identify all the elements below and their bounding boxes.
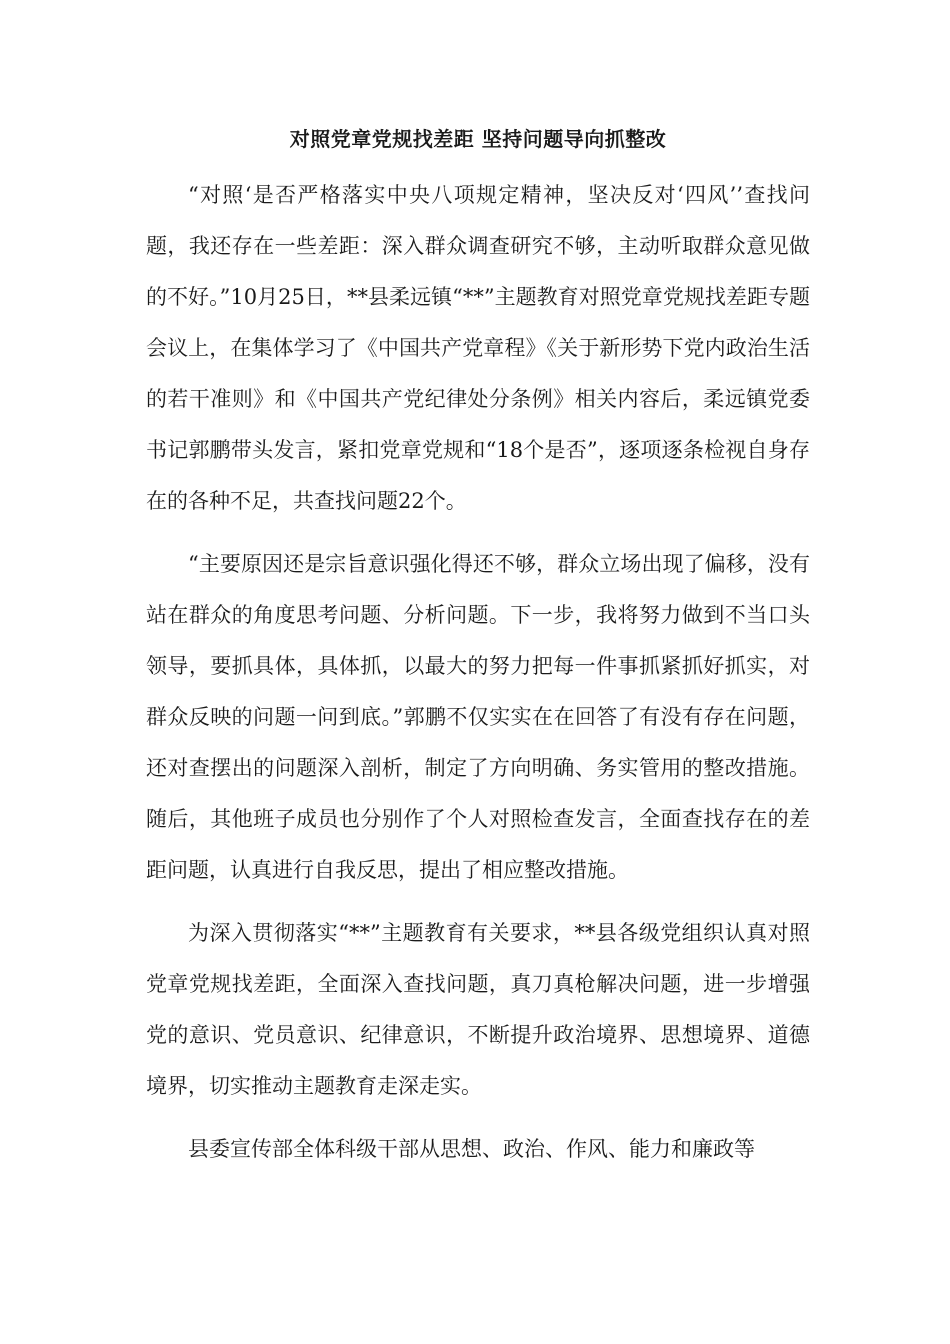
document-title: 对照党章党规找差距 坚持问题导向抓整改	[289, 127, 667, 151]
paragraph-1: “对照‘是否严格落实中央八项规定精神，坚决反对‘四风’’查找问题，我还存在一些差距：深入群众调查研究不够，主动听取群众意见做的不好。”10月25日，**县柔远镇“**”主题教育对照党章党规找差距专题会议上，在集体学习了《中国共产党章程》《关于新形势下党内政治生活的若干准则》和《中国共产党纪律处分条例》相关内容后，柔远镇党委书记郭鹏带头发言，紧扣党章党规和“18个是否”，逐项逐条检视自身存在的各种不足，共查找问题22个。	[146, 183, 810, 513]
paragraph-2: “主要原因还是宗旨意识强化得还不够，群众立场出现了偏移，没有站在群众的角度思考问题、分析问题。下一步，我将努力做到不当口头领导，要抓具体，具体抓，以最大的努力把每一件事抓紧抓好抓实，对群众反映的问题一问到底。”郭鹏不仅实实在在回答了有没有存在问题，还对查摆出的问题深入剖析，制定了方向明确、务实管用的整改措施。随后，其他班子成员也分别作了个人对照检查发言，全面查找存在的差距问题，认真进行自我反思，提出了相应整改措施。	[146, 552, 810, 882]
paragraph-3: 为深入贯彻落实“**”主题教育有关要求，**县各级党组织认真对照党章党规找差距，全面深入查找问题，真刀真枪解决问题，进一步增强党的意识、党员意识、纪律意识，不断提升政治境界、思想境界、道德境界，切实推动主题教育走深走实。	[146, 921, 810, 1098]
paragraph-4: 县委宣传部全体科级干部从思想、政治、作风、能力和廉政等	[188, 1137, 755, 1161]
